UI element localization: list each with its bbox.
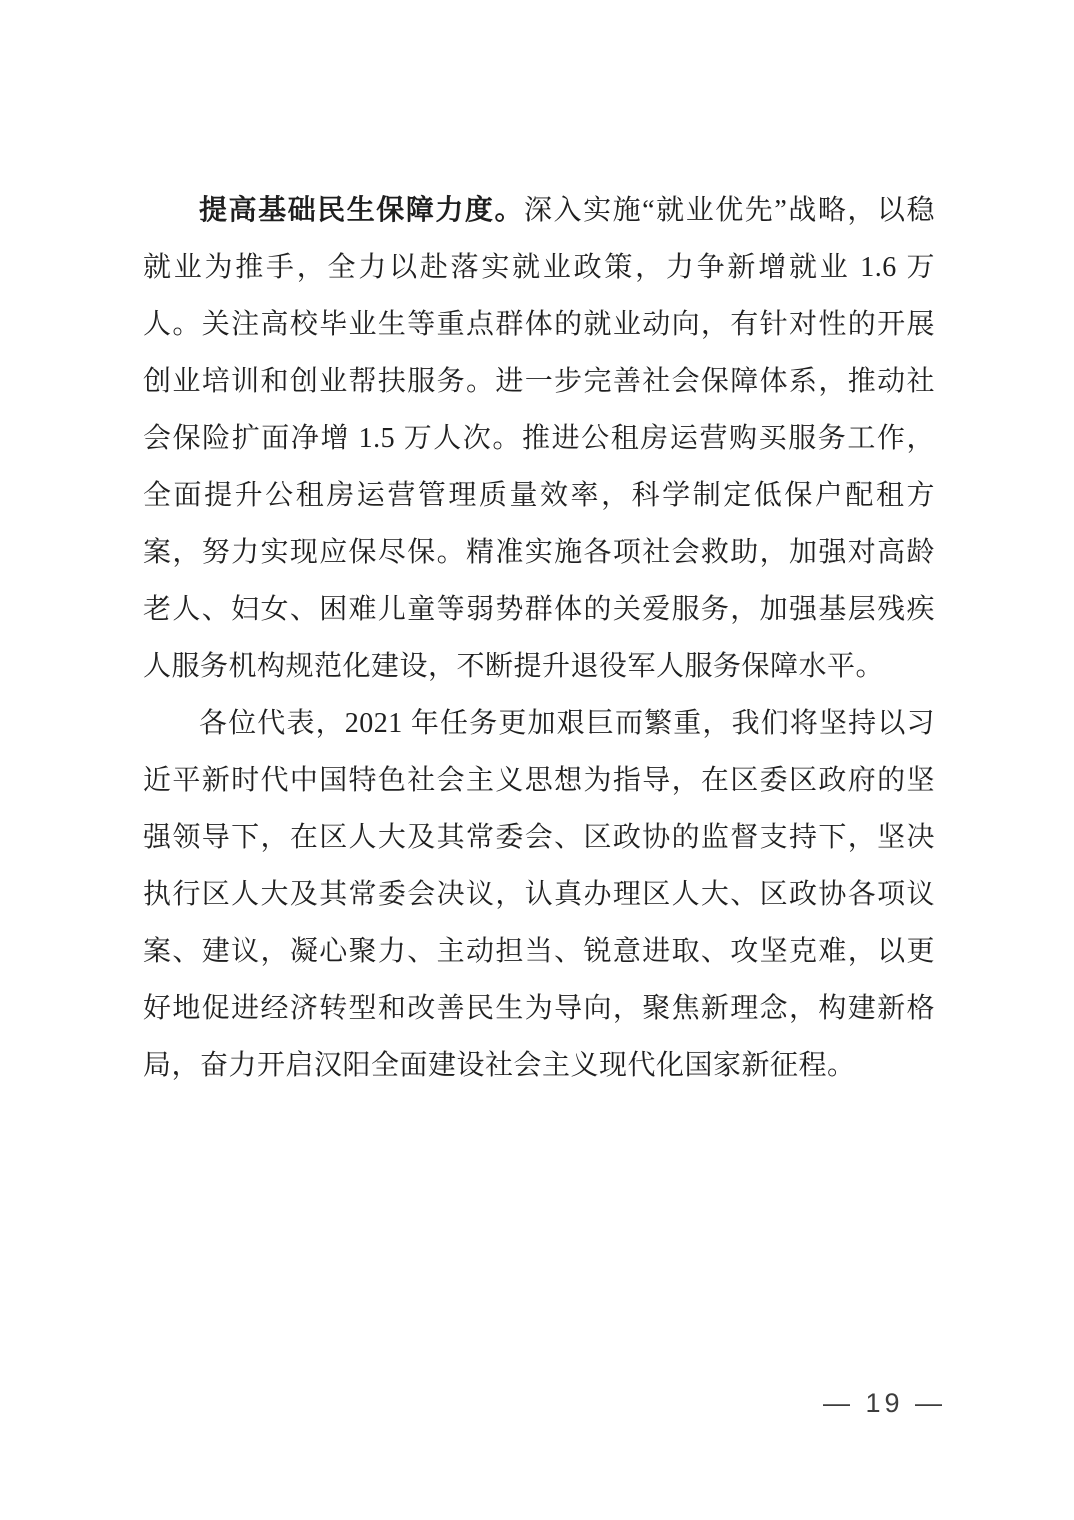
page-number: — 19 — (822, 1388, 946, 1418)
paragraph-body-text: 深入实施“就业优先”战略，以稳就业为推手，全力以赴落实就业政策，力争新增就业 1.6 万人。关注高校毕业生等重点群体的就业动向，有针对性的开展创业培训和创业帮扶服务。进一步完善社会保障体系，推动社会保险扩面净增 1.5 万人次。推进公租房运营购买服务工作，全面提升公租房运营管理质量效率，科学制定低保户配租方案，努力实现应保尽保。精准实施各项社会救助，加强对高龄老人、妇女、困难儿童等弱势群体的关爱服务，加强基层残疾人服务机构规范化建设，不断提升退役军人服务保障水平。 (143, 195, 935, 682)
paragraph-body-text: 各位代表，2021 年任务更加艰巨而繁重，我们将坚持以习近平新时代中国特色社会主义思想为指导，在区委区政府的坚强领导下，在区人大及其常委会、区政协的监督支持下，坚决执行区人大及其常委会决议，认真办理区人大、区政协各项议案、建议，凝心聚力、主动担当、锐意进取、攻坚克难，以更好地促进经济转型和改善民生为导向，聚焦新理念，构建新格局，奋力开启汉阳全面建设社会主义现代化国家新征程。 (143, 708, 935, 1081)
paragraph-basic-livelihood-security (143, 182, 935, 695)
paragraph-lead-bold-text: 提高基础民生保障力度。 (199, 195, 524, 226)
document-body (143, 182, 935, 1094)
page-footer (0, 1383, 1074, 1423)
paragraph-closing-remarks (143, 695, 935, 1094)
